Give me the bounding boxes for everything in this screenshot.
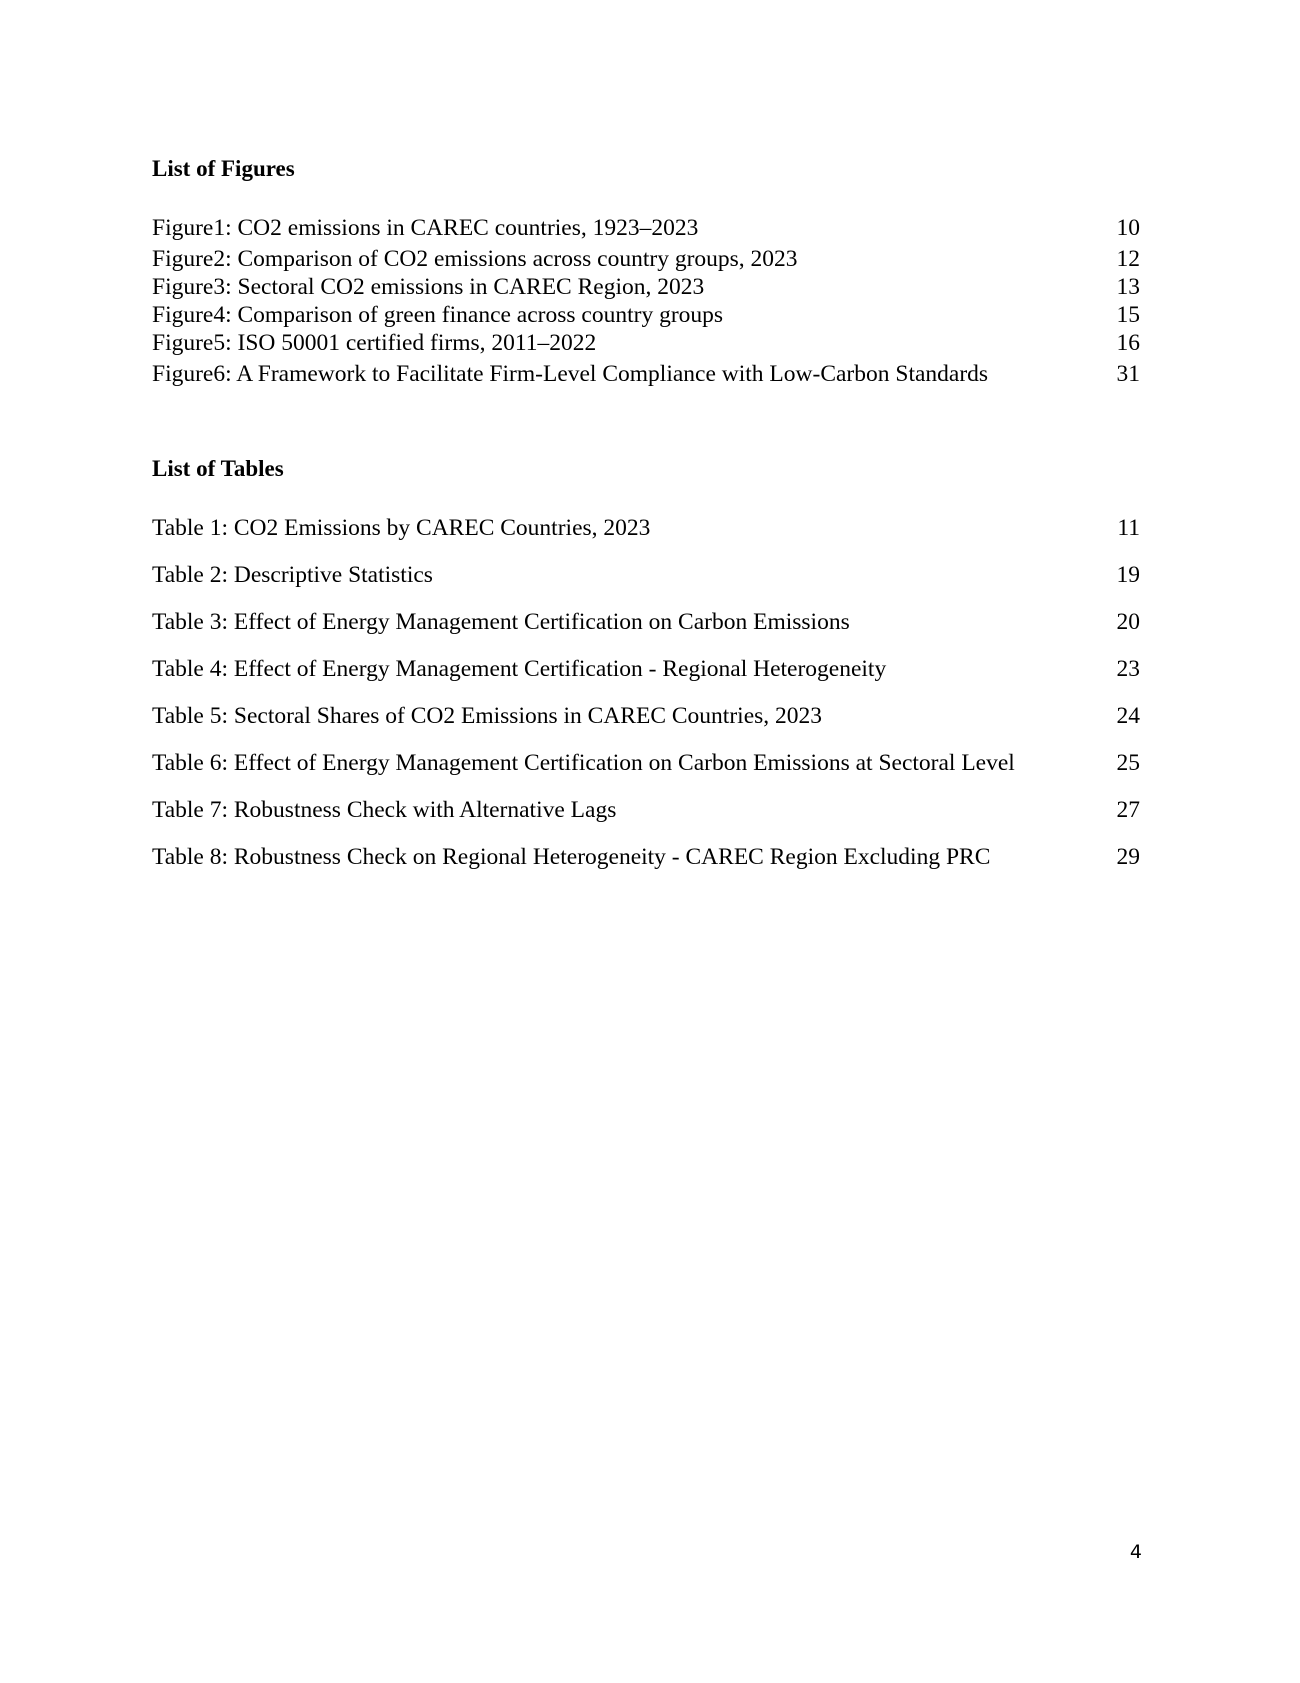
table-entry-page: 27: [1116, 797, 1140, 823]
table-entry-page: 19: [1116, 562, 1140, 588]
figure-entry-4[interactable]: [152, 301, 1140, 329]
table-entry-page: 24: [1116, 703, 1140, 729]
table-entry-page: 23: [1116, 656, 1140, 682]
table-entry-title: Table 7: Robustness Check with Alternative Lags: [152, 797, 617, 823]
figure-entry-1[interactable]: [152, 214, 1140, 242]
figure-entry-page: 15: [1116, 302, 1140, 328]
list-of-figures-heading: List of Figures: [152, 156, 295, 181]
table-entry-2[interactable]: [152, 561, 1140, 589]
table-entry-title: Table 4: Effect of Energy Management Certification - Regional Heterogeneity: [152, 656, 887, 682]
page-number: 4: [1129, 1541, 1142, 1563]
figure-entry-page: 12: [1116, 246, 1140, 272]
figure-entry-3[interactable]: [152, 273, 1140, 301]
table-entry-title: Table 6: Effect of Energy Management Certification on Carbon Emissions at Sectoral Level: [152, 750, 1015, 776]
table-entry-3[interactable]: [152, 608, 1140, 636]
figure-entry-page: 13: [1116, 274, 1140, 300]
figure-entry-page: 31: [1116, 361, 1140, 387]
figure-entry-5[interactable]: [152, 329, 1140, 357]
table-entry-title: Table 8: Robustness Check on Regional Heterogeneity - CAREC Region Excluding PRC: [152, 844, 991, 870]
table-entry-title: Table 1: CO2 Emissions by CAREC Countries, 2023: [152, 515, 651, 541]
table-entry-page: 29: [1116, 844, 1140, 870]
table-entry-8[interactable]: [152, 843, 1140, 871]
table-entry-title: Table 2: Descriptive Statistics: [152, 562, 433, 588]
table-entry-page: 11: [1117, 515, 1140, 541]
figure-entry-title: Figure5: ISO 50001 certified firms, 2011–2022: [152, 330, 597, 356]
table-entry-title: Table 5: Sectoral Shares of CO2 Emissions in CAREC Countries, 2023: [152, 703, 823, 729]
figure-entry-2[interactable]: [152, 245, 1140, 273]
table-entry-7[interactable]: [152, 796, 1140, 824]
table-entry-4[interactable]: [152, 655, 1140, 683]
figure-entry-title: Figure2: Comparison of CO2 emissions across country groups, 2023: [152, 246, 798, 272]
figure-entry-page: 16: [1116, 330, 1140, 356]
figure-entry-6[interactable]: [152, 360, 1140, 388]
list-of-tables-heading: List of Tables: [152, 456, 284, 481]
table-entry-5[interactable]: [152, 702, 1140, 730]
figure-entry-page: 10: [1116, 215, 1140, 241]
table-entry-title: Table 3: Effect of Energy Management Certification on Carbon Emissions: [152, 609, 850, 635]
table-entry-page: 20: [1116, 609, 1140, 635]
figure-entry-title: Figure3: Sectoral CO2 emissions in CAREC Region, 2023: [152, 274, 705, 300]
table-entry-1[interactable]: [152, 514, 1140, 542]
table-entry-page: 25: [1116, 750, 1140, 776]
table-entry-6[interactable]: [152, 749, 1140, 777]
figure-entry-title: Figure1: CO2 emissions in CAREC countries, 1923–2023: [152, 215, 699, 241]
figure-entry-title: Figure6: A Framework to Facilitate Firm-Level Compliance with Low-Carbon Standards: [152, 361, 989, 387]
figure-entry-title: Figure4: Comparison of green finance across country groups: [152, 302, 724, 328]
